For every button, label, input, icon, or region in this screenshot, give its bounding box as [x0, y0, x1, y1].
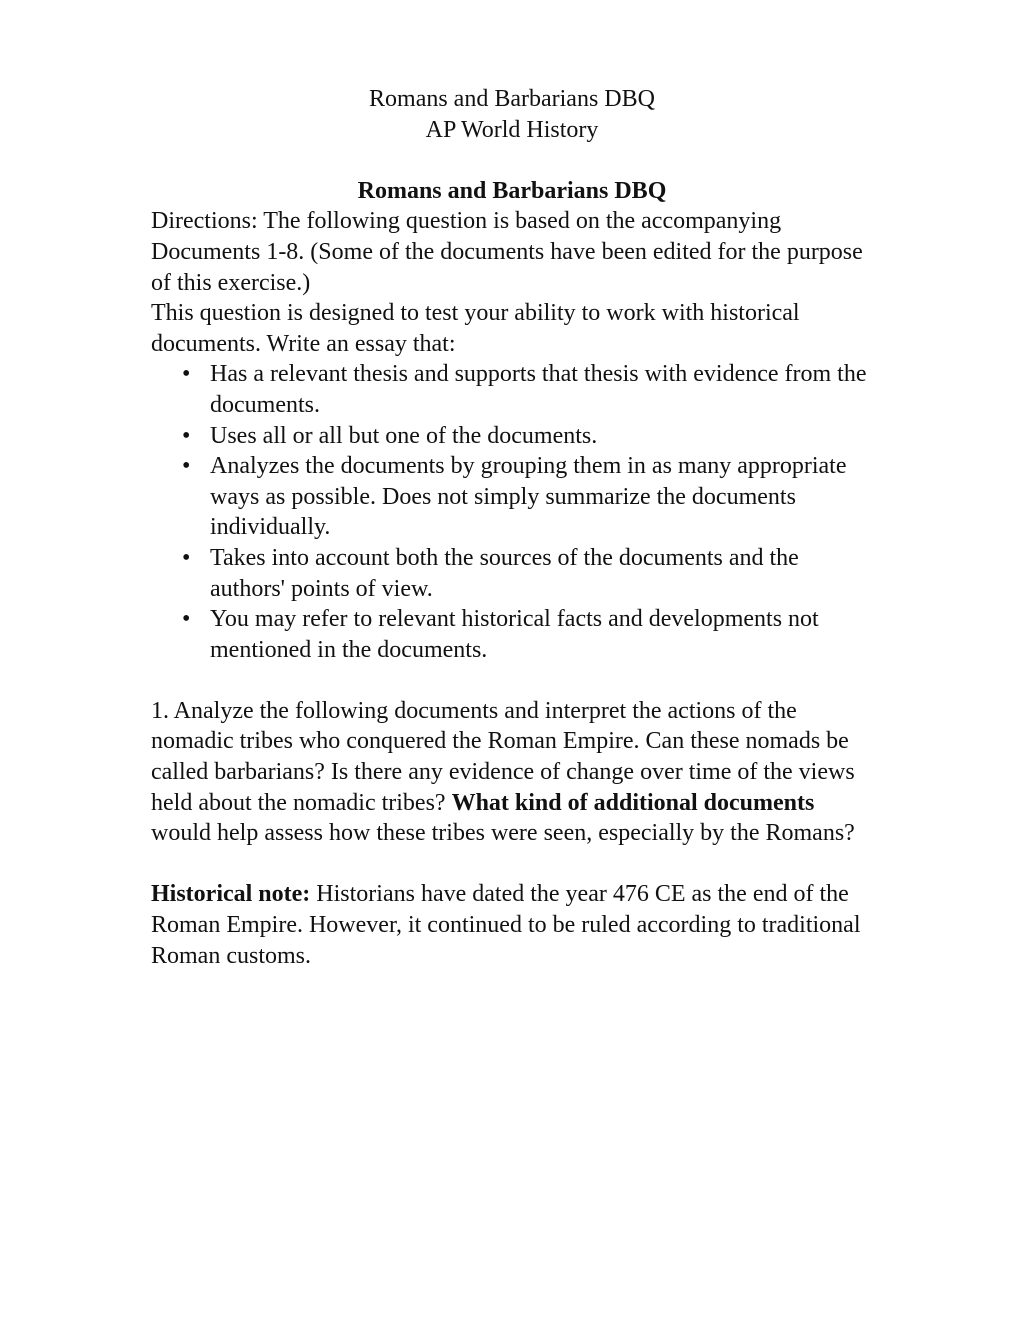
document-title: Romans and Barbarians DBQ	[369, 86, 655, 112]
bullet-icon: •	[182, 361, 191, 388]
question-text-after: would help assess how these tribes were seen, especially by the Romans?	[151, 820, 855, 847]
document-subtitle: AP World History	[425, 116, 599, 143]
historical-note	[151, 879, 873, 971]
question-text-bold: What kind of additional documents	[451, 789, 815, 816]
bullet-icon: •	[182, 544, 191, 571]
bullet-icon: •	[182, 606, 191, 633]
requirements-list	[151, 359, 873, 665]
list-item	[182, 543, 873, 604]
list-item-text: Analyzes the documents by grouping them in as many appropriate ways as possible. Does not simply summarize the documents individually.	[210, 453, 847, 541]
question-text	[151, 696, 873, 849]
directions-text: Directions: The following question is based on the accompanying Documents 1-8. (Some of the documents have been edited for the purpose of this exercise.)	[151, 208, 863, 296]
historical-note-text: Historians have dated the year 476 CE as the end of the Roman Empire. However, it continued to be ruled according to traditional Roman customs.	[151, 881, 861, 969]
question-text-before: 1. Analyze the following documents and interpret the actions of the nomadic tribes who conquered the Roman Empire. Can these nomads be called barbarians? Is there any evidence of change over time of the views held about the nomadic tribes?	[151, 697, 855, 816]
bullet-icon: •	[182, 453, 191, 480]
list-item	[182, 421, 873, 452]
list-item	[182, 359, 873, 420]
section-title: Romans and Barbarians DBQ	[357, 177, 667, 204]
list-item-text: You may refer to relevant historical facts and developments not mentioned in the documents.	[210, 606, 819, 663]
document-header	[151, 84, 873, 145]
document-page	[151, 84, 873, 971]
list-item-text: Takes into account both the sources of the documents and the authors' points of view.	[210, 544, 799, 602]
list-item	[182, 451, 873, 543]
list-item-text: Has a relevant thesis and supports that thesis with evidence from the documents.	[210, 361, 867, 418]
intro-text: This question is designed to test your ability to work with historical documents. Write an essay that:	[151, 300, 800, 357]
historical-note-label: Historical note:	[151, 881, 311, 908]
bullet-icon: •	[182, 422, 191, 449]
spacer	[151, 849, 873, 880]
list-item	[182, 604, 873, 665]
list-item-text: Uses all or all but one of the documents.	[210, 422, 598, 449]
spacer	[151, 665, 873, 696]
